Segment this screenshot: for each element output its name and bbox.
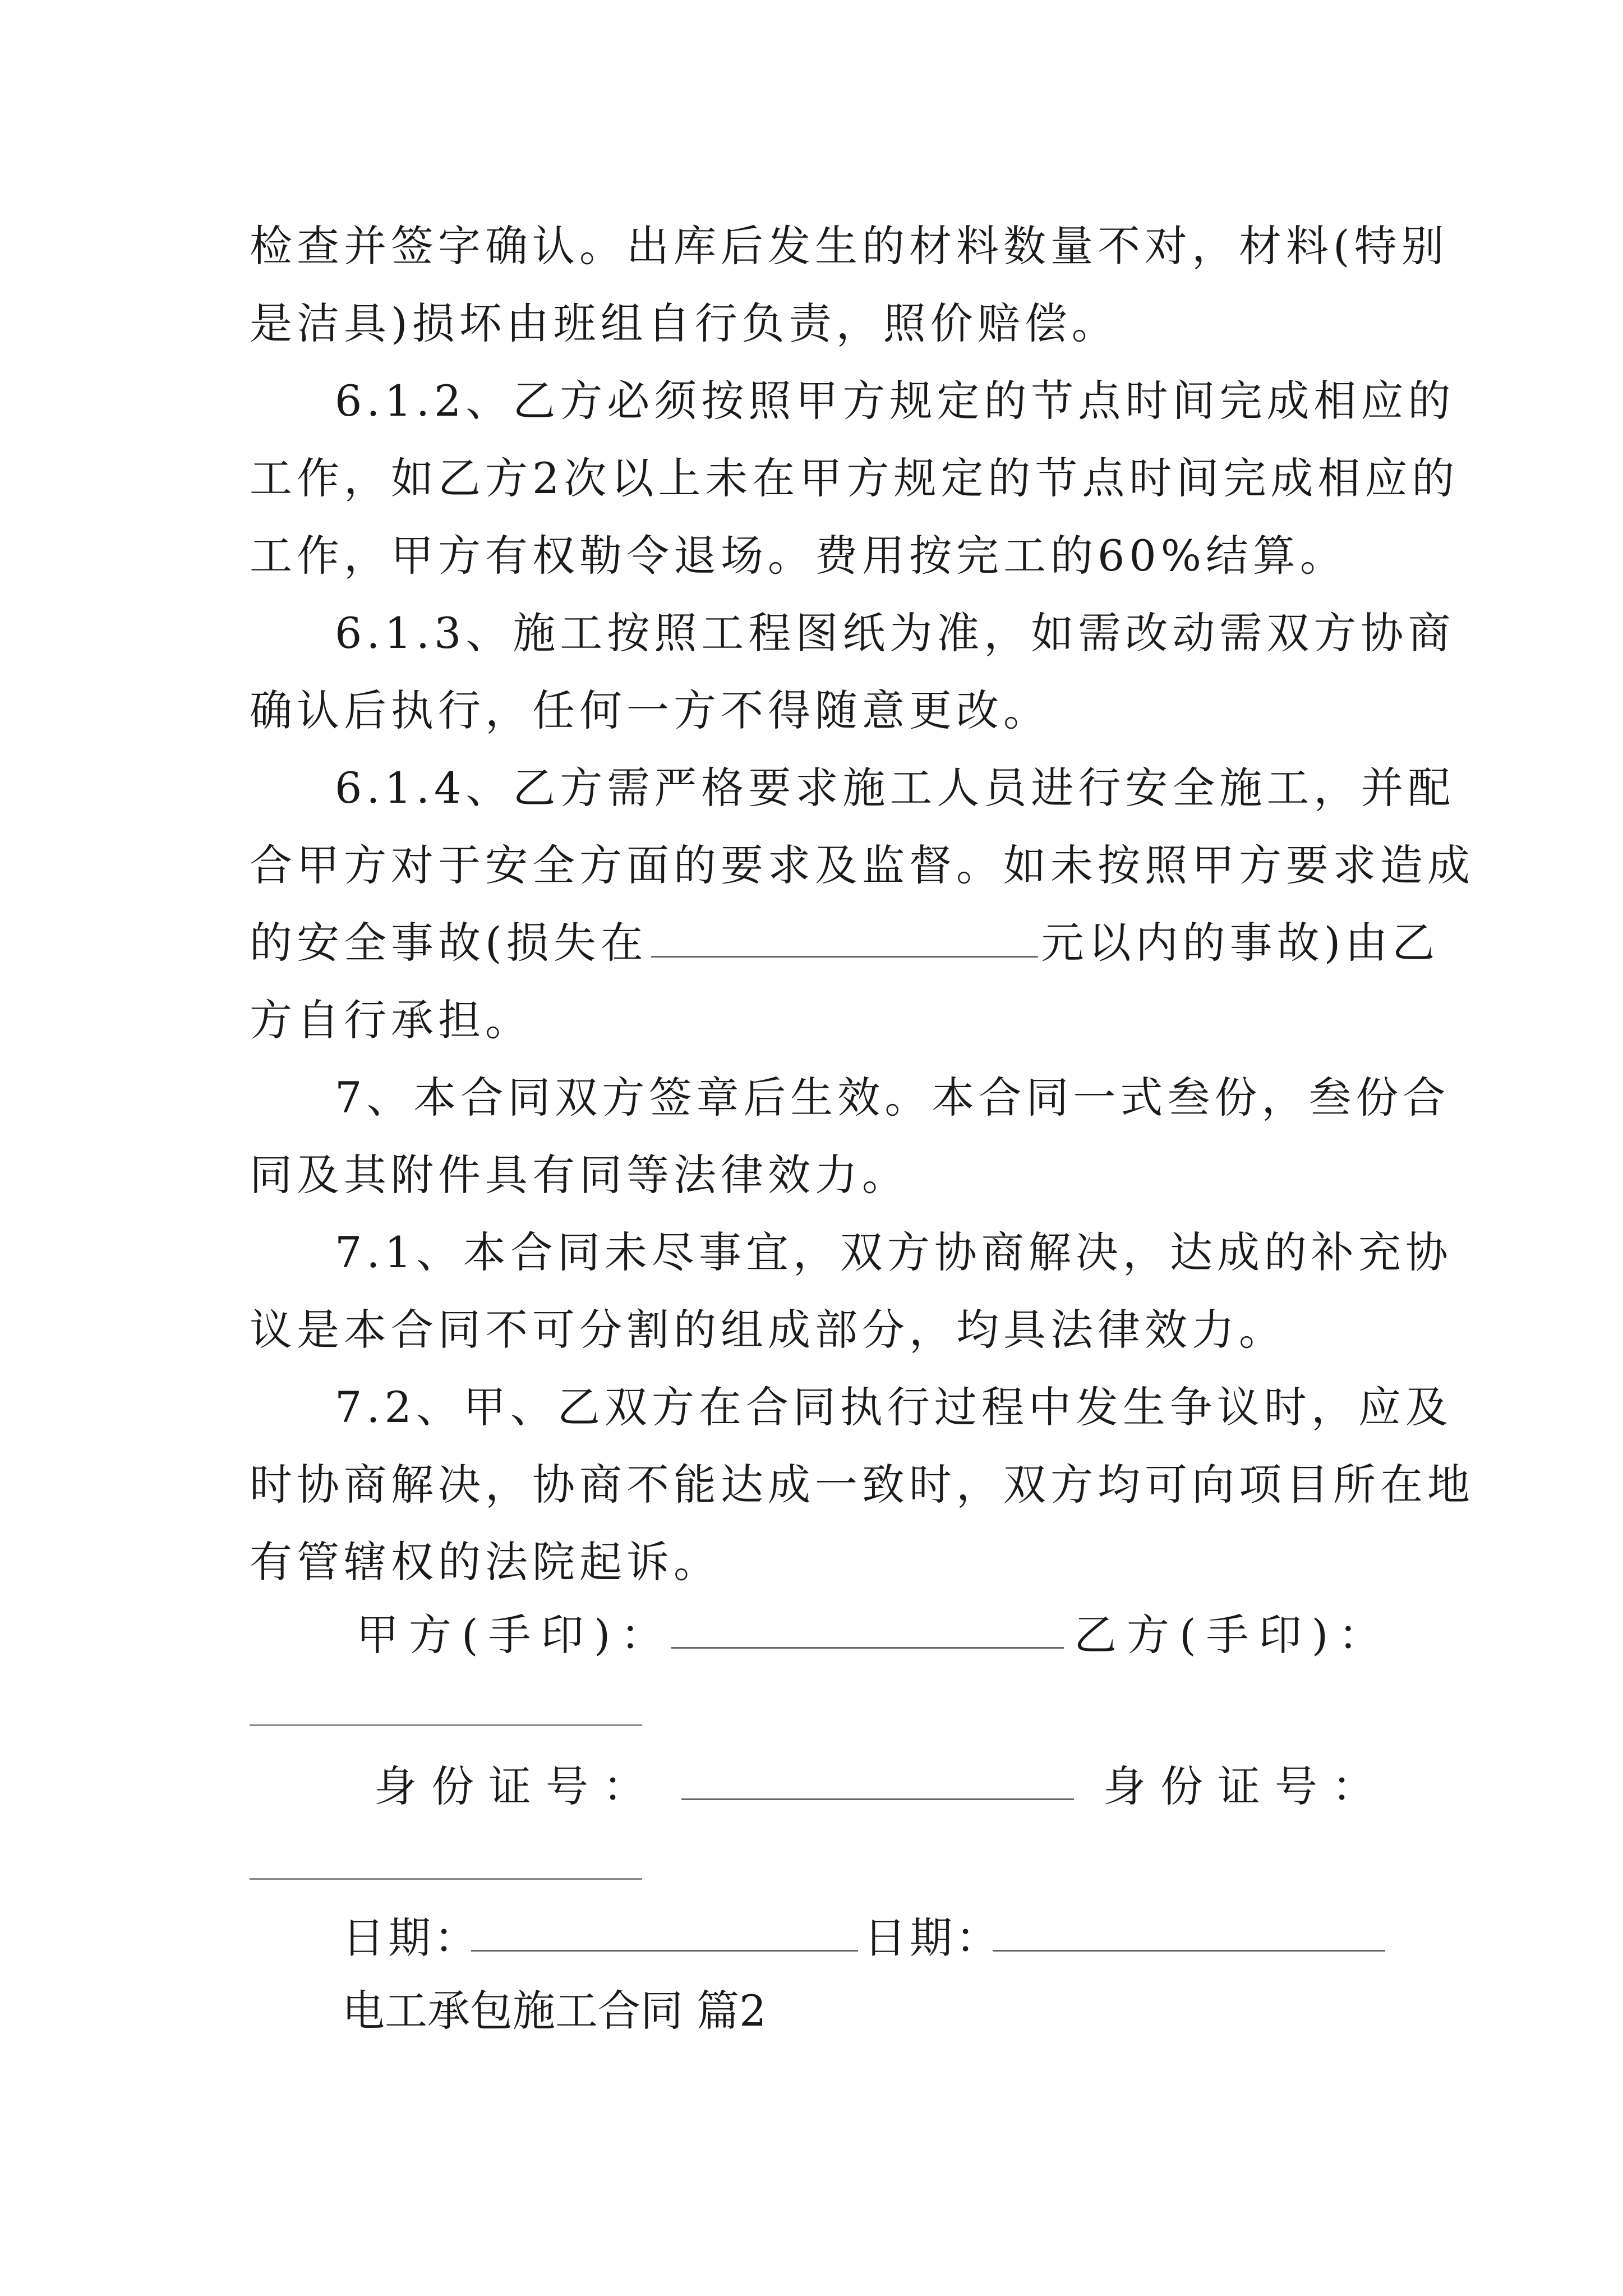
amount-blank [651, 921, 1038, 958]
section-title: 电工承包施工合同 篇2 [342, 1986, 767, 2036]
id-b-blank [250, 1878, 642, 1880]
text-line: 合甲方对于安全方面的要求及监督。如未按照甲方要求造成 [250, 840, 1474, 890]
text-line: 议是本合同不可分割的组成部分，均具法律效力。 [250, 1305, 1286, 1355]
paragraph-6-1-4 [250, 749, 1474, 1059]
text-line: 时协商解决，协商不能达成一致时，双方均可向项目所在地 [250, 1460, 1474, 1510]
paragraph-6-1-2 [250, 362, 1459, 595]
text-line: 有管辖权的法院起诉。 [250, 1537, 721, 1587]
id-b-label: 身份证号： [1103, 1761, 1389, 1811]
text-line: 7.2、甲、乙双方在合同执行过程中发生争议时，应及 [335, 1382, 1453, 1432]
text-line: 方自行承担。 [250, 995, 532, 1045]
date-a-label: 日期： [342, 1913, 480, 1963]
id-a-label: 身份证号： [374, 1761, 660, 1811]
party-a-blank [671, 1612, 1064, 1649]
text-line [250, 904, 1440, 982]
date-b-blank [993, 1915, 1385, 1952]
paragraph-6-1-3 [250, 595, 1455, 749]
text-line: 确认后执行，任何一方不得随意更改。 [250, 685, 1050, 735]
id-a-blank [681, 1764, 1074, 1800]
text-line: 7、本合同双方签章后生效。本合同一式叁份，叁份合 [335, 1073, 1450, 1122]
text-line: 是洁具)损坏由班组自行负责，照价赔偿。 [250, 298, 1119, 348]
text-fragment: 元以内的事故)由乙 [1041, 918, 1440, 968]
text-fragment: 的安全事故(损失在 [250, 918, 648, 968]
text-line: 6.1.2、乙方必须按照甲方规定的节点时间完成相应的 [335, 376, 1455, 426]
text-line: 6.1.3、施工按照工程图纸为准，如需改动需双方协商 [335, 608, 1455, 658]
party-b-label: 乙方(手印)： [1074, 1610, 1391, 1660]
party-b-blank [250, 1724, 642, 1726]
paragraph-7-2 [250, 1369, 1474, 1601]
text-line: 检查并签字确认。出库后发生的材料数量不对，材料(特别 [250, 221, 1449, 271]
text-line: 工作，如乙方2次以上未在甲方规定的节点时间完成相应的 [250, 453, 1459, 503]
paragraph-materials [250, 208, 1449, 362]
paragraph-7-1 [250, 1214, 1453, 1369]
text-line: 同及其附件具有同等法律效力。 [250, 1150, 909, 1200]
party-a-label: 甲方(手印)： [356, 1610, 674, 1660]
text-line: 6.1.4、乙方需严格要求施工人员进行安全施工，并配 [335, 763, 1455, 813]
paragraph-7 [250, 1059, 1450, 1214]
text-line: 工作，甲方有权勒令退场。费用按完工的60%结算。 [250, 531, 1347, 581]
text-line: 7.1、本合同未尽事宜，双方协商解决，达成的补充协 [335, 1227, 1453, 1277]
date-a-blank [471, 1915, 858, 1952]
date-b-label: 日期： [864, 1913, 1002, 1963]
